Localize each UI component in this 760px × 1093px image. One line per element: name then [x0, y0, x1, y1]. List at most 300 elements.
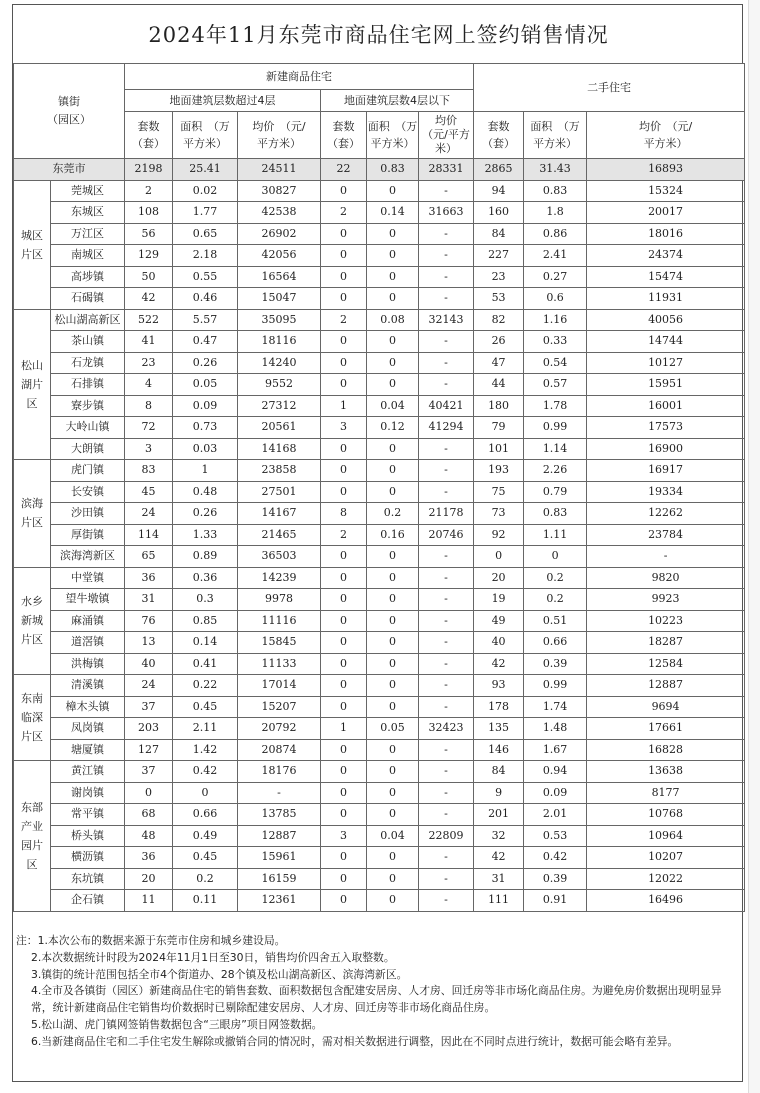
cell-value: 10768 — [587, 804, 745, 826]
cell-value: 1.11 — [524, 524, 587, 546]
cell-value: 0.53 — [524, 825, 587, 847]
cell-value: 27501 — [238, 481, 321, 503]
cell-value: 0 — [321, 481, 367, 503]
cell-value: 108 — [125, 202, 173, 224]
sales-table — [13, 63, 745, 912]
cell-value: 1 — [173, 460, 238, 482]
cell-value: 42056 — [238, 245, 321, 267]
area-header: 面积 （万 平方米） — [524, 112, 587, 159]
cell-value: 45 — [125, 481, 173, 503]
cell-value: 1.16 — [524, 309, 587, 331]
town-name: 横沥镇 — [51, 847, 125, 869]
region-label: 滨海片区 — [14, 460, 51, 568]
cell-value: 178 — [474, 696, 524, 718]
cell-value: 1.78 — [524, 395, 587, 417]
cell-value: 193 — [474, 460, 524, 482]
cell-value: 1.14 — [524, 438, 587, 460]
table-row — [14, 825, 745, 847]
units-header: 套数 （套） — [474, 112, 524, 159]
table-body — [14, 159, 745, 912]
cell-value: 0 — [321, 438, 367, 460]
cell-value: 0 — [321, 696, 367, 718]
cell-value: 1.42 — [173, 739, 238, 761]
cell-value: 2 — [321, 202, 367, 224]
cell-value: 31 — [474, 868, 524, 890]
cell-value: 42538 — [238, 202, 321, 224]
cell-value: 16900 — [587, 438, 745, 460]
cell-value: 0.16 — [367, 524, 419, 546]
cell-value: 0.39 — [524, 868, 587, 890]
cell-value: 1.33 — [173, 524, 238, 546]
town-name: 企石镇 — [51, 890, 125, 912]
table-row — [14, 718, 745, 740]
table-row — [14, 739, 745, 761]
cell-value: 127 — [125, 739, 173, 761]
cell-value: 27312 — [238, 395, 321, 417]
area-header: 面积 （万 平方米） — [367, 112, 419, 159]
below-4-floors-header: 地面建筑层数4层以下 — [321, 90, 474, 112]
cell-value: 0.86 — [524, 223, 587, 245]
cell-value: 146 — [474, 739, 524, 761]
cell-value: 15474 — [587, 266, 745, 288]
cell-value: 0.54 — [524, 352, 587, 374]
cell-value: 0 — [321, 245, 367, 267]
cell-value: 35095 — [238, 309, 321, 331]
cell-value: 13638 — [587, 761, 745, 783]
table-row — [14, 245, 745, 267]
cell-value: 20874 — [238, 739, 321, 761]
cell-value: 0 — [321, 352, 367, 374]
cell-value: 0 — [367, 696, 419, 718]
cell-value: 31663 — [419, 202, 474, 224]
town-name: 石碣镇 — [51, 288, 125, 310]
cell-value: 0.91 — [524, 890, 587, 912]
cell-value: 0.2 — [173, 868, 238, 890]
cell-value: 0.99 — [524, 417, 587, 439]
cell-value: 12022 — [587, 868, 745, 890]
cell-value: 0.02 — [173, 180, 238, 202]
cell-value: 2 — [321, 309, 367, 331]
cell-value: 0 — [367, 374, 419, 396]
table-row — [14, 567, 745, 589]
cell-value: - — [419, 331, 474, 353]
cell-value: 22809 — [419, 825, 474, 847]
cell-value: 10223 — [587, 610, 745, 632]
cell-value: 0.94 — [524, 761, 587, 783]
cell-value: 0 — [367, 782, 419, 804]
cell-value: 0 — [367, 761, 419, 783]
cell-value: 23 — [474, 266, 524, 288]
new-housing-header: 新建商品住宅 — [125, 64, 474, 90]
cell-value: - — [419, 890, 474, 912]
cell-value: 0 — [367, 868, 419, 890]
table-row — [14, 524, 745, 546]
cell-value: 0 — [321, 266, 367, 288]
cell-value: - — [419, 653, 474, 675]
cell-value: 0.42 — [173, 761, 238, 783]
cell-value: 9694 — [587, 696, 745, 718]
town-name: 清溪镇 — [51, 675, 125, 697]
cell-value: 68 — [125, 804, 173, 826]
table-row — [14, 309, 745, 331]
cell-value: 23858 — [238, 460, 321, 482]
cell-value: 84 — [474, 223, 524, 245]
cell-value: 2.41 — [524, 245, 587, 267]
cell-value: 0 — [367, 180, 419, 202]
cell-value: 42 — [474, 653, 524, 675]
second-hand-header: 二手住宅 — [474, 64, 745, 112]
cell-value: 84 — [474, 761, 524, 783]
cell-value: 0 — [321, 567, 367, 589]
cell-value: - — [419, 610, 474, 632]
table-row — [14, 352, 745, 374]
cell-value: - — [419, 739, 474, 761]
cell-value: 20 — [125, 868, 173, 890]
cell-value: 18287 — [587, 632, 745, 654]
report-sheet — [12, 4, 743, 1082]
cell-value: 0.36 — [173, 567, 238, 589]
town-name: 茶山镇 — [51, 331, 125, 353]
region-label: 东南临深片区 — [14, 675, 51, 761]
cell-value: 0.45 — [173, 696, 238, 718]
note: 5.松山湖、虎门镇网签销售数据包含“三眼房”项目网签数据。 — [31, 1017, 323, 1031]
cell-value: 0.48 — [173, 481, 238, 503]
cell-value: - — [419, 352, 474, 374]
cell-value: 79 — [474, 417, 524, 439]
table-row — [14, 696, 745, 718]
cell-value: 101 — [474, 438, 524, 460]
cell-value: 31 — [125, 589, 173, 611]
table-row — [14, 503, 745, 525]
cell-value: 0.73 — [173, 417, 238, 439]
cell-value: 0.83 — [524, 503, 587, 525]
cell-value: 0.99 — [524, 675, 587, 697]
note: 2.本次数据统计时段为2024年11月1日至30日，销售均价四舍五入取整数。 — [31, 950, 395, 964]
town-name: 望牛墩镇 — [51, 589, 125, 611]
cell-value: - — [587, 546, 745, 568]
cell-value: 93 — [474, 675, 524, 697]
cell-value: 0 — [321, 804, 367, 826]
town-name: 中堂镇 — [51, 567, 125, 589]
cell-value: 1.67 — [524, 739, 587, 761]
cell-value: 11931 — [587, 288, 745, 310]
cell-value: 36 — [125, 847, 173, 869]
cell-value: 0.89 — [173, 546, 238, 568]
cell-value: 72 — [125, 417, 173, 439]
town-name: 高埗镇 — [51, 266, 125, 288]
cell-value: 0.33 — [524, 331, 587, 353]
cell-value: 0 — [367, 438, 419, 460]
cell-value: 3 — [321, 825, 367, 847]
cell-value: 0.66 — [524, 632, 587, 654]
cell-value: - — [238, 782, 321, 804]
footnotes — [16, 933, 740, 1051]
cell-value: 12887 — [587, 675, 745, 697]
cell-value: 0.05 — [367, 718, 419, 740]
cell-value: 0 — [367, 632, 419, 654]
cell-value: 9923 — [587, 589, 745, 611]
cell-value: 15951 — [587, 374, 745, 396]
table-row — [14, 460, 745, 482]
cell-value: 40056 — [587, 309, 745, 331]
cell-value: 31.43 — [524, 159, 587, 181]
cell-value: 48 — [125, 825, 173, 847]
cell-value: 0 — [321, 460, 367, 482]
cell-value: 1.8 — [524, 202, 587, 224]
cell-value: 20561 — [238, 417, 321, 439]
cell-value: 13 — [125, 632, 173, 654]
town-name: 麻涌镇 — [51, 610, 125, 632]
cell-value: 0.04 — [367, 825, 419, 847]
town-name: 黄江镇 — [51, 761, 125, 783]
cell-value: 0.11 — [173, 890, 238, 912]
cell-value: - — [419, 589, 474, 611]
cell-value: 0 — [367, 546, 419, 568]
cell-value: 0 — [367, 610, 419, 632]
cell-value: 0.09 — [173, 395, 238, 417]
cell-value: 0 — [367, 352, 419, 374]
cell-value: 41 — [125, 331, 173, 353]
town-name: 东坑镇 — [51, 868, 125, 890]
cell-value: 23 — [125, 352, 173, 374]
town-name: 南城区 — [51, 245, 125, 267]
cell-value: 0.08 — [367, 309, 419, 331]
town-name: 长安镇 — [51, 481, 125, 503]
cell-value: 0 — [367, 890, 419, 912]
cell-value: 0 — [321, 675, 367, 697]
area-header: 面积 （万 平方米） — [173, 112, 238, 159]
cell-value: 0 — [321, 331, 367, 353]
table-row — [14, 847, 745, 869]
cell-value: 0 — [367, 266, 419, 288]
cell-value: 2 — [321, 524, 367, 546]
cell-value: 65 — [125, 546, 173, 568]
cell-value: 2198 — [125, 159, 173, 181]
cell-value: 16496 — [587, 890, 745, 912]
cell-value: 44 — [474, 374, 524, 396]
cell-value: 0.12 — [367, 417, 419, 439]
cell-value: 203 — [125, 718, 173, 740]
cell-value: 5.57 — [173, 309, 238, 331]
table-row — [14, 675, 745, 697]
cell-value: 2.11 — [173, 718, 238, 740]
cell-value: 160 — [474, 202, 524, 224]
town-name: 滨海湾新区 — [51, 546, 125, 568]
cell-value: 16828 — [587, 739, 745, 761]
cell-value: 20746 — [419, 524, 474, 546]
cell-value: 0 — [321, 890, 367, 912]
cell-value: - — [419, 868, 474, 890]
town-name: 大岭山镇 — [51, 417, 125, 439]
report-title: 2024年11月东莞市商品住宅网上签约销售情况 — [148, 23, 609, 47]
cell-value: 10207 — [587, 847, 745, 869]
cell-value: 0 — [367, 223, 419, 245]
cell-value: 76 — [125, 610, 173, 632]
cell-value: 9 — [474, 782, 524, 804]
cell-value: 0 — [321, 546, 367, 568]
page-edge — [748, 0, 760, 1093]
cell-value: 2.26 — [524, 460, 587, 482]
cell-value: 0 — [321, 782, 367, 804]
region-label: 水乡新城片区 — [14, 567, 51, 675]
cell-value: 42 — [125, 288, 173, 310]
cell-value: 0.41 — [173, 653, 238, 675]
table-row — [14, 331, 745, 353]
town-name: 常平镇 — [51, 804, 125, 826]
cell-value: 0 — [367, 331, 419, 353]
cell-value: 14240 — [238, 352, 321, 374]
cell-value: 0.65 — [173, 223, 238, 245]
cell-value: 28331 — [419, 159, 474, 181]
cell-value: 12584 — [587, 653, 745, 675]
cell-value: 8 — [125, 395, 173, 417]
cell-value: 21465 — [238, 524, 321, 546]
table-row — [14, 653, 745, 675]
cell-value: 22 — [321, 159, 367, 181]
cell-value: 0 — [321, 847, 367, 869]
cell-value: 15047 — [238, 288, 321, 310]
cell-value: 1.77 — [173, 202, 238, 224]
note: 4.全市及各镇街（园区）新建商品住宅的销售套数、面积数据包含配建安居房、人才房、回迁房等非市场化商品住房。为避免房价数据出现明显异常，统计新建商品住宅销售均价数据时已剔除配建安居房、人才房、回迁房等非市场化商品住房。 — [31, 984, 722, 1015]
cell-value: 24 — [125, 503, 173, 525]
cell-value: 0 — [321, 610, 367, 632]
cell-value: - — [419, 847, 474, 869]
cell-value: 3 — [125, 438, 173, 460]
cell-value: 0.79 — [524, 481, 587, 503]
town-name: 凤岗镇 — [51, 718, 125, 740]
cell-value: 20 — [474, 567, 524, 589]
town-name: 沙田镇 — [51, 503, 125, 525]
cell-value: 0.42 — [524, 847, 587, 869]
cell-value: 10964 — [587, 825, 745, 847]
town-name: 石龙镇 — [51, 352, 125, 374]
cell-value: 114 — [125, 524, 173, 546]
cell-value: 0 — [367, 567, 419, 589]
cell-value: 11116 — [238, 610, 321, 632]
town-column-header: 镇街 （园区） — [14, 64, 125, 159]
cell-value: 0.55 — [173, 266, 238, 288]
cell-value: 0.26 — [173, 352, 238, 374]
table-row — [14, 395, 745, 417]
town-name: 东城区 — [51, 202, 125, 224]
cell-value: 36503 — [238, 546, 321, 568]
town-name: 万江区 — [51, 223, 125, 245]
cell-value: - — [419, 804, 474, 826]
cell-value: 37 — [125, 761, 173, 783]
table-row — [14, 438, 745, 460]
cell-value: 24374 — [587, 245, 745, 267]
cell-value: 8 — [321, 503, 367, 525]
town-name: 洪梅镇 — [51, 653, 125, 675]
cell-value: 14744 — [587, 331, 745, 353]
cell-value: 8177 — [587, 782, 745, 804]
cell-value: 12887 — [238, 825, 321, 847]
cell-value: 0 — [367, 589, 419, 611]
cell-value: 92 — [474, 524, 524, 546]
cell-value: 17661 — [587, 718, 745, 740]
cell-value: 111 — [474, 890, 524, 912]
cell-value: 83 — [125, 460, 173, 482]
cell-value: 0 — [125, 782, 173, 804]
cell-value: 12262 — [587, 503, 745, 525]
town-name: 道滘镇 — [51, 632, 125, 654]
cell-value: 0.03 — [173, 438, 238, 460]
cell-value: 0.22 — [173, 675, 238, 697]
cell-value: 0 — [367, 675, 419, 697]
cell-value: 40421 — [419, 395, 474, 417]
cell-value: 0.83 — [367, 159, 419, 181]
town-name: 寮步镇 — [51, 395, 125, 417]
table-row — [14, 589, 745, 611]
cell-value: 522 — [125, 309, 173, 331]
cell-value: 15845 — [238, 632, 321, 654]
cell-value: 0 — [524, 546, 587, 568]
cell-value: 0.49 — [173, 825, 238, 847]
cell-value: 0.83 — [524, 180, 587, 202]
cell-value: 1.74 — [524, 696, 587, 718]
cell-value: 0.85 — [173, 610, 238, 632]
cell-value: 0.39 — [524, 653, 587, 675]
cell-value: 0 — [367, 288, 419, 310]
cell-value: 20792 — [238, 718, 321, 740]
cell-value: 135 — [474, 718, 524, 740]
cell-value: 9820 — [587, 567, 745, 589]
table-row — [14, 632, 745, 654]
cell-value: 9552 — [238, 374, 321, 396]
cell-value: 3 — [321, 417, 367, 439]
town-name: 石排镇 — [51, 374, 125, 396]
table-row — [14, 266, 745, 288]
cell-value: 10127 — [587, 352, 745, 374]
cell-value: 37 — [125, 696, 173, 718]
total-row — [14, 159, 745, 181]
cell-value: - — [419, 546, 474, 568]
cell-value: 0.2 — [524, 567, 587, 589]
cell-value: 18176 — [238, 761, 321, 783]
cell-value: 19 — [474, 589, 524, 611]
town-name: 厚街镇 — [51, 524, 125, 546]
region-label: 城区片区 — [14, 180, 51, 309]
table-row — [14, 374, 745, 396]
cell-value: 0.57 — [524, 374, 587, 396]
cell-value: 2.18 — [173, 245, 238, 267]
cell-value: 0 — [321, 653, 367, 675]
cell-value: - — [419, 245, 474, 267]
cell-value: 42 — [474, 847, 524, 869]
cell-value: 2865 — [474, 159, 524, 181]
cell-value: 0.05 — [173, 374, 238, 396]
cell-value: 20017 — [587, 202, 745, 224]
cell-value: 0.14 — [173, 632, 238, 654]
cell-value: 0.09 — [524, 782, 587, 804]
cell-value: 53 — [474, 288, 524, 310]
cell-value: 18016 — [587, 223, 745, 245]
cell-value: 0 — [474, 546, 524, 568]
price-header: 均价 （元/ 平方米） — [587, 112, 745, 159]
cell-value: 4 — [125, 374, 173, 396]
cell-value: 14239 — [238, 567, 321, 589]
table-row — [14, 223, 745, 245]
cell-value: 0 — [321, 632, 367, 654]
table-row — [14, 761, 745, 783]
cell-value: 0.46 — [173, 288, 238, 310]
cell-value: 11 — [125, 890, 173, 912]
units-header: 套数 （套） — [321, 112, 367, 159]
cell-value: 26 — [474, 331, 524, 353]
cell-value: 0 — [367, 847, 419, 869]
town-name: 桥头镇 — [51, 825, 125, 847]
cell-value: - — [419, 223, 474, 245]
